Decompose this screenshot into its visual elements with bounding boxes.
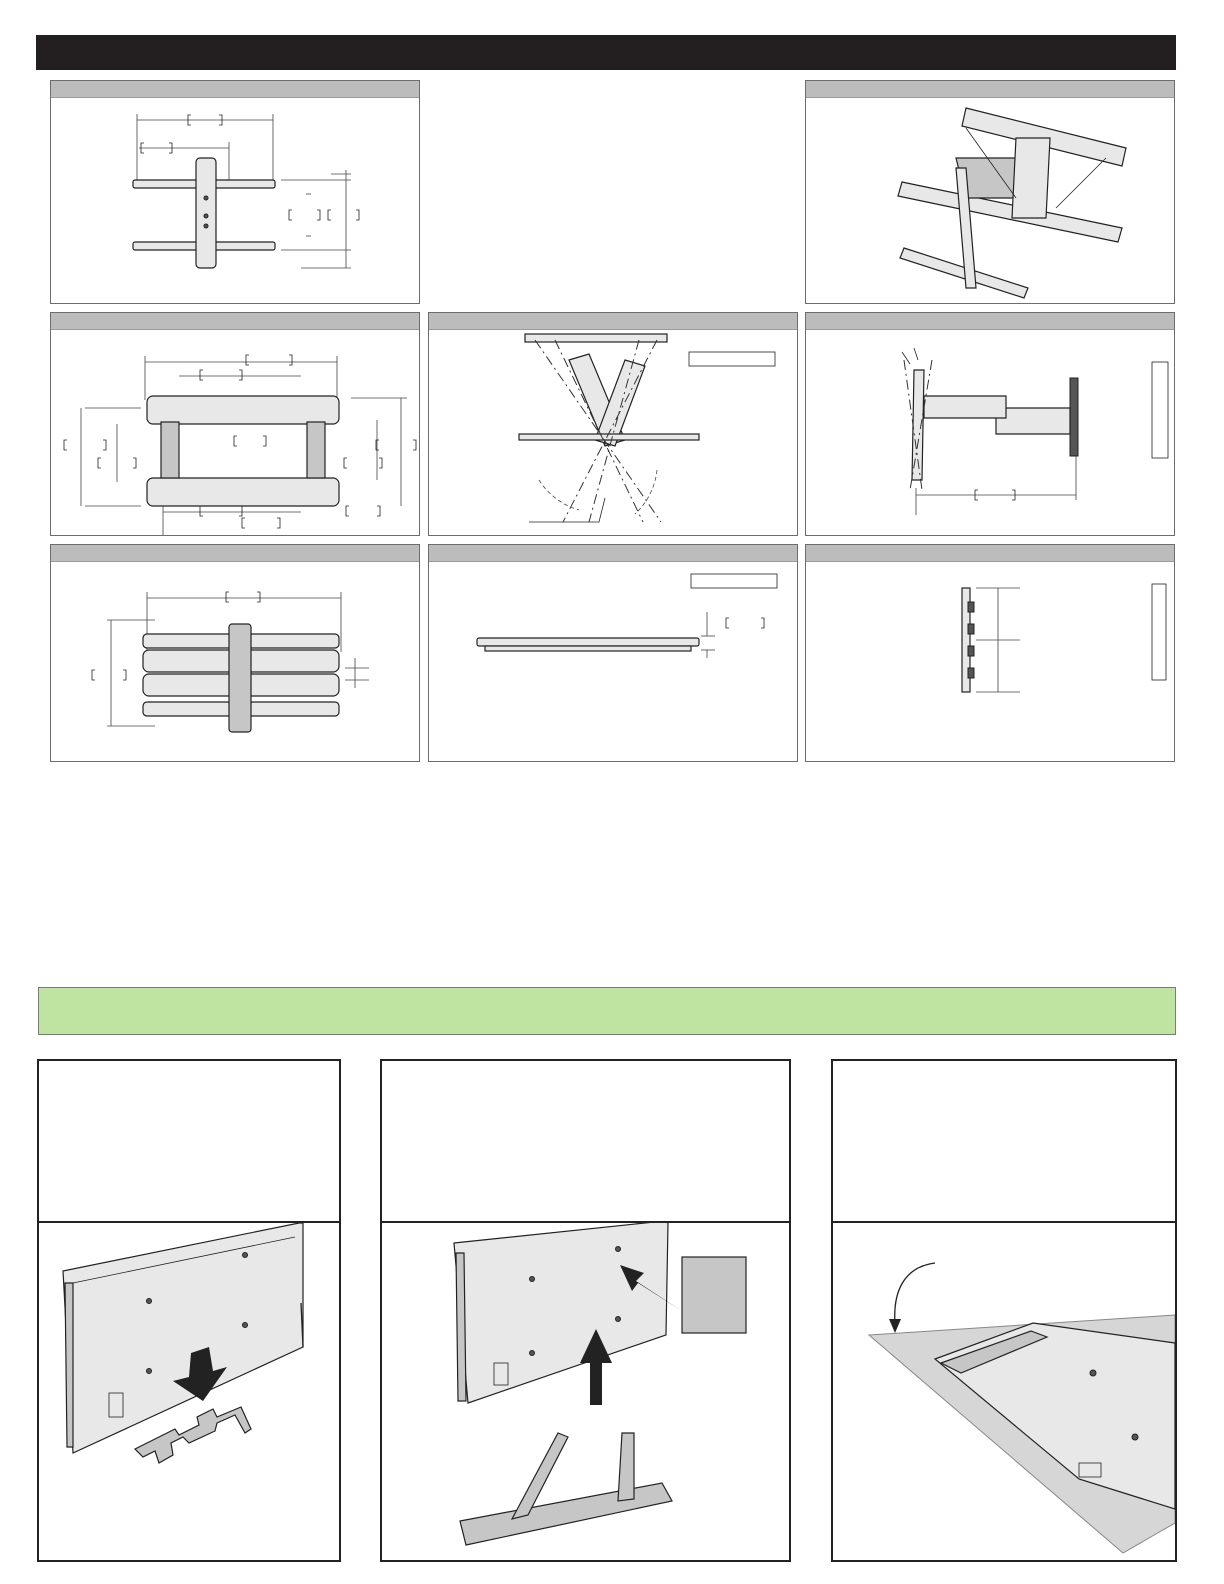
rear-view-drawing (51, 562, 420, 762)
panel-header (51, 81, 419, 98)
panel-header (51, 545, 419, 562)
tilt-side-view-drawing (806, 330, 1175, 536)
panel-header (429, 545, 797, 562)
panel-front-view-folded (50, 80, 420, 304)
panel-header (806, 81, 1174, 98)
panel-wall-plate-side-view (805, 544, 1175, 762)
panel-header (429, 313, 797, 330)
front-view-folded-drawing (51, 98, 420, 304)
step-1-illustration (39, 1223, 339, 1560)
panel-front-view-extended (50, 312, 420, 536)
panel-rear-view (50, 544, 420, 762)
step-3-box (831, 1059, 1177, 1562)
panel-header (806, 545, 1174, 562)
swivel-top-view-drawing (429, 330, 798, 536)
panel-header (51, 313, 419, 330)
isometric-view-drawing (806, 98, 1175, 304)
step-3-illustration (833, 1223, 1175, 1560)
panel-tilt-side-view (805, 312, 1175, 536)
panel-isometric-view (805, 80, 1175, 304)
panel-low-profile-top-view (428, 544, 798, 762)
panel-header (806, 313, 1174, 330)
step-1-box (37, 1059, 341, 1562)
section-bar (38, 987, 1176, 1035)
panel-blank (428, 80, 798, 304)
title-bar (36, 35, 1176, 70)
wall-plate-side-view-drawing (806, 562, 1175, 762)
step-2-box (380, 1059, 791, 1562)
low-profile-top-view-drawing (429, 562, 798, 762)
step-2-illustration (382, 1223, 789, 1560)
front-view-extended-drawing (51, 330, 420, 536)
panel-swivel-top-view (428, 312, 798, 536)
